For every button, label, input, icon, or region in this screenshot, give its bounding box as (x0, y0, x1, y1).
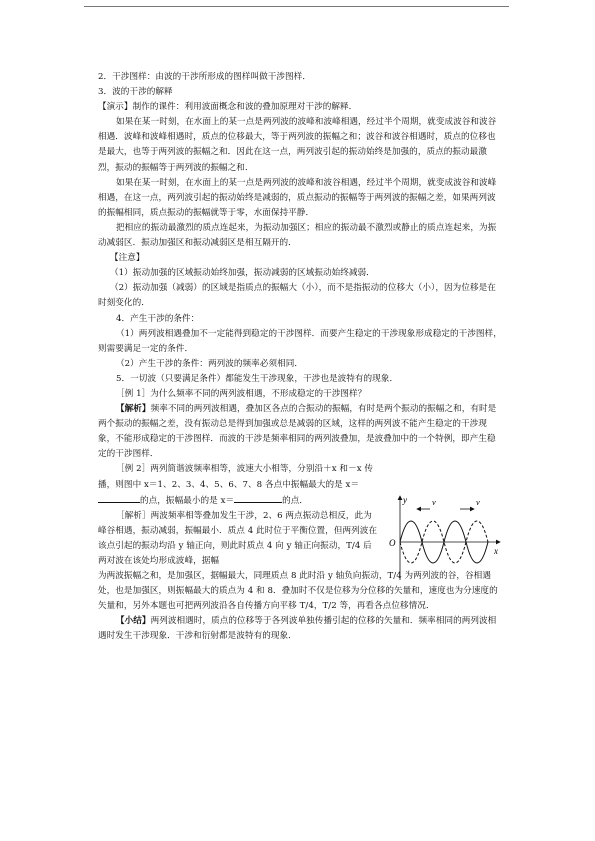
answer-blank-max[interactable] (98, 493, 140, 503)
conditions-item-1: （1）两列波相遇叠加不一定能得到稳定的干涉图样．而要产生稳定的干涉现象形成稳定的干涉图样，则需要满足一定的条件． (98, 328, 502, 354)
example-2-question (98, 462, 378, 508)
paragraph-explanation-heading: 3．波的干涉的解释 (98, 87, 173, 98)
example-1-question: ［例 1］为什么频率不同的两列波相遇，不形成稳定的干涉图样？ (116, 388, 367, 399)
example-2-text-c: 的点． (282, 495, 309, 506)
two-waves-diagram (386, 492, 504, 582)
y-axis-label: y (403, 495, 407, 505)
example-2-text-a: ［例 2］两列简谐波频率相等，波速大小相等，分别沿＋x 和－x 传播，则图中 x＝1、2、3、4、5、6、7、8 各点中振幅最大的是 x＝ (98, 464, 374, 490)
paragraph-crest-trough: 如果在某一时刻，在水面上的某一点是两列波的波峰和波谷相遇，经过半个周期，就变成波谷和波峰相遇，在这一点，两列波引起的振动始终是减弱的，质点振动的振幅等于两列波的振幅之差，如果两列波的振幅相同，质点振动的振幅就等于零，水面保持平静． (98, 177, 497, 218)
summary-text: 两列波相遇时，质点的位移等于各列波单独传播引起的位移的矢量和．频率相同的两列波相遇时发生干涉现象．干涉和衍射都是波特有的现象． (98, 616, 497, 642)
example-2-text-b: 的点，振幅最小的是 x＝ (140, 495, 235, 506)
note-heading: 【注意】 (110, 253, 145, 264)
velocity-label-left: v (432, 497, 436, 507)
x-axis-label: x (494, 546, 498, 556)
note-item-1: （1）振动加强的区域振动始终加强，振动减弱的区域振动始终减弱． (110, 268, 375, 279)
paragraph-demo: 【演示】制作的课件：利用波面概念和波的叠加原理对干涉的解释． (98, 102, 358, 113)
two-waves-figure (386, 492, 504, 582)
conditions-item-2: （2）产生干涉的条件：两列波的频率必须相同． (116, 358, 304, 369)
note-item-2: （2）振动加强（减弱）的区域是指质点的振幅大（小），而不是指振动的位移大（小），因为位移是在时刻变化的． (98, 283, 496, 309)
conditions-heading: 4．产生干涉的条件： (116, 313, 200, 324)
summary-tag: 【小结】 (116, 616, 151, 627)
paragraph-regions: 把相应的振动最激烈的质点连起来，为振动加强区；相应的振动最不激烈或静止的质点连起来，为振动减弱区．振动加强区和振动减弱区是相互隔开的． (98, 222, 497, 249)
origin-label: O (389, 538, 396, 548)
example-2-analysis-part2: 为两波振幅之和，是加强区，据幅最大，同理质点 8 此时沿 y 轴负向振动，T/4 为两列波的谷，谷相遇处，也是加强区，则振幅最大的质点为 4 和 8．叠加时不仅是位移为分位移的矢量和，速度也为分速度的矢量和，另外本题也可把两列波沿各自传播方向平移 T/4，T/2 等，再看各点位移情况． (98, 571, 498, 612)
answer-blank-min[interactable] (234, 493, 282, 503)
velocity-label-right: v (476, 497, 480, 507)
paragraph-interference-pattern: 2．干涉图样：由波的干涉所形成的图样叫做干涉图样． (98, 72, 311, 82)
paragraph-crest-crest: 如果在某一时刻，在水面上的某一点是两列波的波峰和波峰相遇，经过半个周期，就变成波谷和波谷相遇．波峰和波峰相遇时，质点的位移最大，等于两列波的振幅之和；波谷和波谷相遇时，质点的位移也是最大，也等于两列波的振幅之和．因此在这一点，两列波引起的振动始终是加强的，质点的振动最激烈，振动的振幅等于两列波的振幅之和． (98, 117, 497, 173)
analysis-text: 频率不同的两列波相遇，叠加区各点的合振动的振幅，有时是两个振动的振幅之和，有时是两个振动的振幅之差，没有振动总是得到加强或总是减弱的区域，这样的两列波不能产生稳定的干涉现象，不能形成稳定的干涉图样．而波的干涉是频率相同的两列波叠加，是波叠加中的一个特例，即产生稳定的干涉图样． (98, 404, 497, 460)
example-2-analysis-part1: ［解析］两波频率相等叠加发生干涉，2、6 两点振动总相反，此为峰谷相遇，振动减弱，振幅最小．质点 4 此时位于平衡位置，但两列波在该点引起的振动均沿 y 轴正向，则此时质点 4 向 y 轴正向振动，T/4 后两对波在该处均形成波峰，据幅 (98, 510, 378, 566)
analysis-tag: 【解析】 (116, 404, 151, 415)
example-1-analysis (98, 402, 502, 462)
header-rule (84, 6, 509, 7)
summary-paragraph (98, 614, 502, 644)
paragraph-all-waves: 5．一切波（只要满足条件）都能发生干涉现象，干涉也是波特有的现象． (116, 373, 399, 384)
